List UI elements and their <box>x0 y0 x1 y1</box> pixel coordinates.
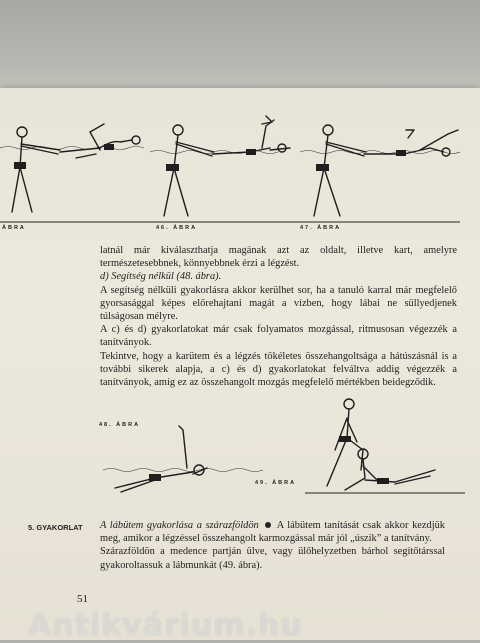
figure-caption-48: 48. ÁBRA <box>99 422 141 428</box>
figure-48 <box>103 426 263 492</box>
exercise-text <box>100 519 445 572</box>
figure-49 <box>305 399 465 493</box>
figure-caption-46: 46. ÁBRA <box>156 225 198 231</box>
exercise-paragraph-2: Szárazföldön a medence partján ülve, vagy ülőhelyzetben bárhol segítőtárssal gyakoroltassuk a lábmunkát (49. ábra). <box>100 546 445 571</box>
figure-47 <box>314 125 458 216</box>
figure-45 <box>12 124 140 212</box>
figure-row-mid <box>95 390 465 500</box>
exercise-label: 5. GYAKORLAT <box>28 523 83 532</box>
paragraph-5: Tekintve, hogy a karütem és a légzés tökéletes összehangoltsága a hátúszásnál is a további sikerek alapja, a c) és d) gyakorlatokat felváltva addig végezzék a tanítványok, amíg ez az összehangolt mozgás megfelelő mértékben beidegződik. <box>100 350 457 389</box>
figure-caption-47: 47. ÁBRA <box>300 225 342 231</box>
paragraph-2: d) Segítség nélkül (48. ábra). <box>100 271 222 283</box>
watermark: Antikvárium.hu <box>28 608 303 643</box>
paragraph-1: latnál már kiválaszthatja magának azt az oldalt, illetve kart, amelyre természetesebbnek, könnyebbnek érzi a légzést. <box>100 245 457 270</box>
bullet-icon <box>265 522 271 528</box>
exercise-paragraph-1 <box>100 519 445 545</box>
figure-caption-prev: ÁBRA <box>2 225 26 231</box>
background-surface <box>0 0 480 96</box>
exercise-intro: A lábütem tanítását csak akkor kezdjük meg, amikor a légzéssel összehangolt karmozgással már jól „úszik” a tanítvány. <box>100 520 445 545</box>
swimming-illustrations-top <box>0 112 460 232</box>
figure-row-top <box>0 112 460 232</box>
page-number: 51 <box>77 593 88 605</box>
paragraph-4: A c) és d) gyakorlatokat már csak folyamatos mozgással, ritmusosan végezzék a tanítványok. <box>100 324 457 349</box>
exercise-title: A lábütem gyakorlása a szárazföldön <box>100 520 259 531</box>
paragraph-3: A segítség nélküli gyakorlásra akkor kerülhet sor, ha a tanuló karral már megfelelő gyorsasággal képes előrehajtani magát a vízben, hogy lábai ne süllyedjenek túlságosan mélyre. <box>100 284 457 323</box>
figure-caption-49: 49. ÁBRA <box>255 480 297 486</box>
figure-46 <box>164 116 290 216</box>
body-text <box>100 244 457 389</box>
